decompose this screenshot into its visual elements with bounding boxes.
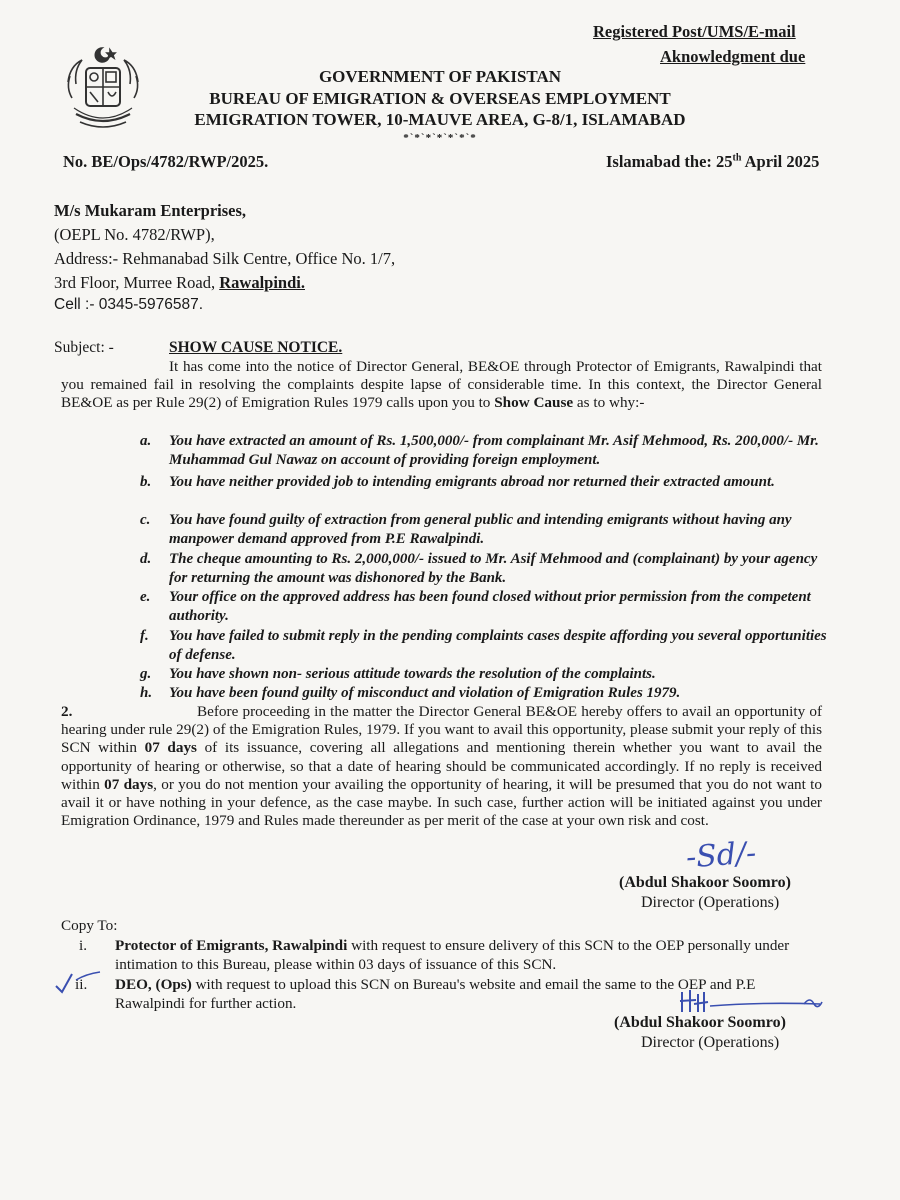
allegation-label: b. [140,474,152,490]
header-bureau: BUREAU OF EMIGRATION & OVERSEAS EMPLOYMENT [209,89,671,108]
header-address: EMIGRATION TOWER, 10-MAUVE AREA, G-8/1, ISLAMABAD [194,110,686,129]
allegation-item [140,665,828,684]
allegation-text: The cheque amounting to Rs. 2,000,000/- issued to Mr. Asif Mehmood and (complainant) by your agency for returning the amount was dishonored by the Bank. [169,551,818,586]
header-stars: *`*`*`*`*`*`* [403,132,477,144]
intro-text-1: It has come into the notice of Director General, BE&OE through Protector of Emigrants, Rawalpindi that you remained fail in resolving the complaints despite lapse of considerable time. In this context, the Director General BE&OE as per Rule 29(2) of Emigration Rules 1979 calls upon you to [61,358,822,412]
paragraph-2-text-3: , or you do not mention your availing the opportunity of hearing, it will be presumed that you do not want to avail it or have nothing in your defence, as the case maybe. In such case, further action will be initiated against you under Emigration Ordinance, 1979 and Rules made thereunder as per merit of the case at your own risk and cost. [61,775,822,830]
allegation-label: g. [140,666,152,682]
copy-to-item [115,937,823,974]
issue-date-prefix: Islamabad the: 25 [606,152,733,171]
addressee-city: Rawalpindi. [219,273,305,292]
allegation-text: You have found guilty of extraction from general public and intending emigrants without having any manpower demand approved from P.E Rawalpindi. [169,512,792,547]
allegation-text: Your office on the approved address has been found closed without prior permission from the competent authority. [169,589,811,624]
addressee-cell: Cell :- 0345-5976587. [54,296,204,313]
handwritten-sd-mark: -Sd/- [684,835,758,876]
intro-show-cause: Show Cause [494,394,574,412]
addressee-name: M/s Mukaram Enterprises, [54,201,247,220]
allegation-text: You have failed to submit reply in the pending complaints cases despite affording you several opportunities of defense. [169,628,827,663]
allegation-label: h. [140,685,153,701]
allegation-text: You have neither provided job to intending emigrants abroad nor returned their extracted amount. [169,474,775,490]
copy-to-recipient: DEO, (Ops) [115,976,192,993]
paragraph-2-days-1: 07 days [144,739,197,757]
delivery-line-1: Registered Post/UMS/E-mail [593,22,796,41]
addressee-address-2-prefix: 3rd Floor, Murree Road, [54,273,220,292]
copy-to-item-number: i. [79,937,88,954]
allegation-label: a. [140,433,152,449]
copy-to-item-number: ii. [75,976,88,993]
delivery-line-2: Aknowledgment due [660,47,806,66]
allegation-text: You have shown non- serious attitude towards the resolution of the complaints. [169,666,656,682]
signature-1-name: (Abdul Shakoor Soomro) [619,874,791,891]
allegation-item [140,627,828,664]
paragraph-2-text-2: of its issuance, covering all allegations and mentioning therein whether you want to avail the opportunity of hearing or otherwise, so that a date of hearing should be communicated accordingly. If no reply is received within [61,739,823,793]
signature-2-title: Director (Operations) [641,1034,780,1051]
pen-tick-mark [54,970,104,996]
copy-to-text: with request to ensure delivery of this SCN to the OEP personally under intimation to this Bureau, please within 03 days of issuance of this SCN. [115,937,790,973]
subject-label: Subject: - [54,339,114,356]
government-emblem [58,42,148,137]
allegation-item [140,511,828,548]
paragraph-2-days-2: 07 days [104,775,154,793]
header-government: GOVERNMENT OF PAKISTAN [318,67,562,86]
allegation-text: You have been found guilty of misconduct and violation of Emigration Rules 1979. [169,685,681,701]
handwritten-initials [678,988,838,1016]
allegation-label: e. [140,589,151,605]
allegation-label: c. [140,512,151,528]
issue-date-sup: th [732,152,742,164]
allegation-label: f. [140,628,149,644]
addressee-address-2 [54,273,305,293]
allegation-text: You have extracted an amount of Rs. 1,500,000/- from complainant Mr. Asif Mehmood, Rs. 200,000/- Mr. Muhammad Gul Nawaz on account of providing foreign employment. [169,433,819,468]
allegation-item [140,550,828,587]
copy-to-label: Copy To: [61,917,118,934]
paragraph-2-number: 2. [61,703,73,720]
paragraph-2 [61,703,822,830]
addressee-oepl: (OEPL No. 4782/RWP), [54,225,215,244]
issue-date [606,152,819,172]
allegation-item [140,588,828,625]
allegation-item [140,684,828,703]
issue-date-suffix: April 2025 [741,152,820,171]
copy-to-recipient: Protector of Emigrants, Rawalpindi [115,937,348,954]
subject-title: SHOW CAUSE NOTICE. [169,339,343,356]
allegation-item [140,473,828,492]
paragraph-2-text-1: Before proceeding in the matter the Director General BE&OE hereby offers to avail an opportunity of hearing under rule 29(2) of the Emigration Rules, 1979. If you want to avail this opportunity, please submit your reply of this SCN within [61,703,822,757]
copy-to-text: with request to upload this SCN on Bureau's website and email the same to the OEP and P.E Rawalpindi for further action. [115,976,756,1012]
intro-text-2: as to why:- [573,394,645,412]
addressee-address-1: Address:- Rehmanabad Silk Centre, Office No. 1/7, [54,249,396,268]
signature-1-title: Director (Operations) [641,894,780,911]
reference-number: No. BE/Ops/4782/RWP/2025. [63,152,269,171]
allegation-label: d. [140,551,152,567]
intro-paragraph [61,358,822,413]
allegation-item [140,432,828,469]
signature-2-name: (Abdul Shakoor Soomro) [614,1014,786,1031]
